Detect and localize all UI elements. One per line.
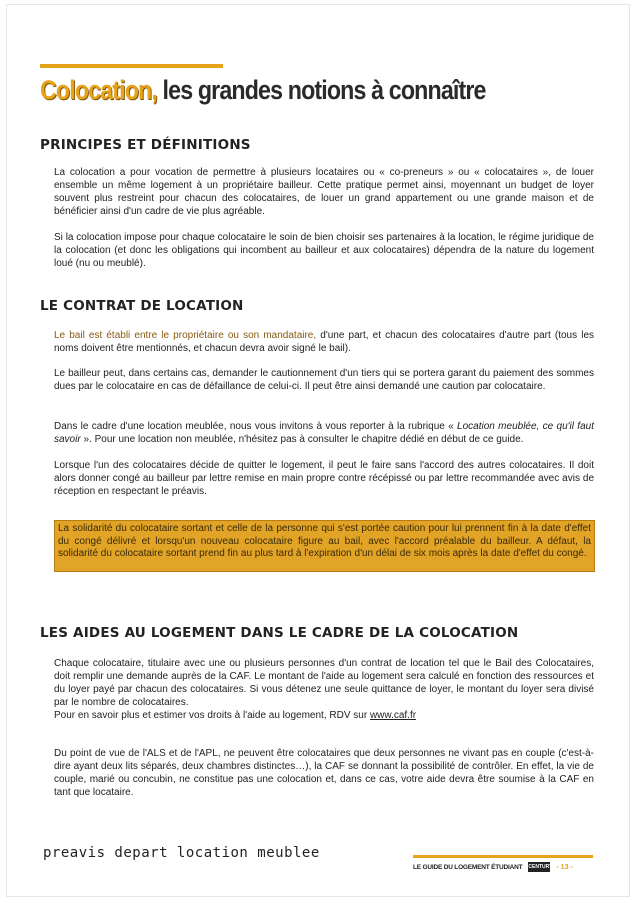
paragraph-text: d'une part, et chacun des colocataires d'autre part (tous les noms doivent être mentionnés, et chacun devra avoir signé le bail).	[54, 330, 595, 354]
footer-guide-title: LE GUIDE DU LOGEMENT ÉTUDIANT	[413, 863, 523, 871]
brand-logo: CENTURY	[528, 864, 553, 870]
title-accent: Colocation,	[40, 75, 157, 105]
paragraph-text: Dans le cadre d'une location meublée, nous vous invitons à vous reporter à la rubrique «	[54, 421, 458, 432]
paragraph: La colocation a pour vocation de permettre à plusieurs locataires ou « co-preneurs » ou « colocataires », de louer ensemble un même logement à un propriétaire bailleur. Cette pratique permet ainsi, moyennant un budget de loyer souvent plus restreint pour chacun des colocataires, de louer un grand appartement ou une grande maison et de bénéficier ainsi d'un cadre de vie plus agréable.	[54, 167, 594, 217]
paragraph: Si la colocation impose pour chaque colocataire le soin de bien choisir ses partenaires à la location, le régime juridique de la colocation (et donc les obligations qui incombent au bailleur et aux colocataires) dépendra de la nature du logement loué (nu ou meublé).	[54, 232, 594, 269]
page-title	[40, 74, 522, 106]
footer-accent-bar	[413, 855, 593, 858]
section-heading-contrat: LE CONTRAT DE LOCATION	[40, 298, 244, 314]
image-caption: preavis depart location meublee	[43, 845, 320, 861]
paragraph	[54, 420, 594, 446]
paragraph: Du point de vue de l'ALS et de l'APL, ne peuvent être colocataires que deux personnes ne vivant pas en couple (c'est-à-dire ayant deux lits séparés, deux chambres distinctes…), la CAF se donnant la possibilité de contrôler. En effet, la vie de couple, marié ou concubin, ne constitue pas une colocation et, dans ce cas, votre aide devra être soumise à la CAF en tant que locataire.	[54, 748, 594, 798]
paragraph-text: Chaque colocataire, titulaire avec une ou plusieurs personnes d'un contrat de location tel que le Bail des Colocataires, doit remplir une demande auprès de la CAF. Le montant de l'aide au logement sera calculé en fonction des ressources et du loyer payé par chacun des colocataires. Si vous détenez une seule quittance de loyer, le montant du loyer sera divisé par le nombre de colocataires.	[54, 658, 594, 708]
title-rest: les grandes notions à connaître	[156, 75, 486, 105]
paragraph	[54, 657, 594, 722]
caf-link[interactable]: www.caf.fr	[369, 710, 417, 721]
paragraph	[54, 329, 594, 355]
section-heading-aides: LES AIDES AU LOGEMENT DANS LE CADRE DE LA COLOCATION	[40, 625, 519, 641]
paragraph: Le bailleur peut, dans certains cas, demander le cautionnement d'un tiers qui se portera garant du paiement des sommes dues par le colocataire en cas de défaillance de celui-ci. Il peut être ainsi demandé une caution par colocataire.	[54, 368, 594, 392]
highlight-callout: La solidarité du colocataire sortant et celle de la personne qui s'est portée caution pour lui prennent fin à la date d'effet du congé délivré et lorsqu'un nouveau colocataire figure au bail, avec l'accord préalable du bailleur. A défaut, la solidarité du colocataire sortant prend fin au plus tard à l'expiration d'un délai de six mois après la date d'effet du congé.	[54, 520, 595, 572]
paragraph-text: Pour en savoir plus et estimer vos droits à l'aide au logement, RDV sur	[54, 710, 370, 721]
title-accent-bar	[40, 64, 223, 68]
page-number: - 13 -	[556, 863, 573, 871]
page-footer	[413, 861, 595, 873]
paragraph-text: ». Pour une location non meublée, n'hésitez pas à consulter le chapitre dédié en début de ce guide.	[80, 434, 524, 445]
section-heading-principes: PRINCIPES ET DÉFINITIONS	[40, 137, 251, 153]
italic-reference: Location meublée, ce qu'il faut savoir	[54, 421, 594, 445]
paragraph: Lorsque l'un des colocataires décide de quitter le logement, il peut le faire sans l'accord des autres colocataires. Il doit alors donner congé au bailleur par lettre remise en main propre contre récépissé ou par lettre recommandée avec avis de réception en respectant le préavis.	[54, 460, 594, 497]
highlighted-text: Le bail est établi entre le propriétaire ou son mandataire,	[54, 330, 317, 341]
